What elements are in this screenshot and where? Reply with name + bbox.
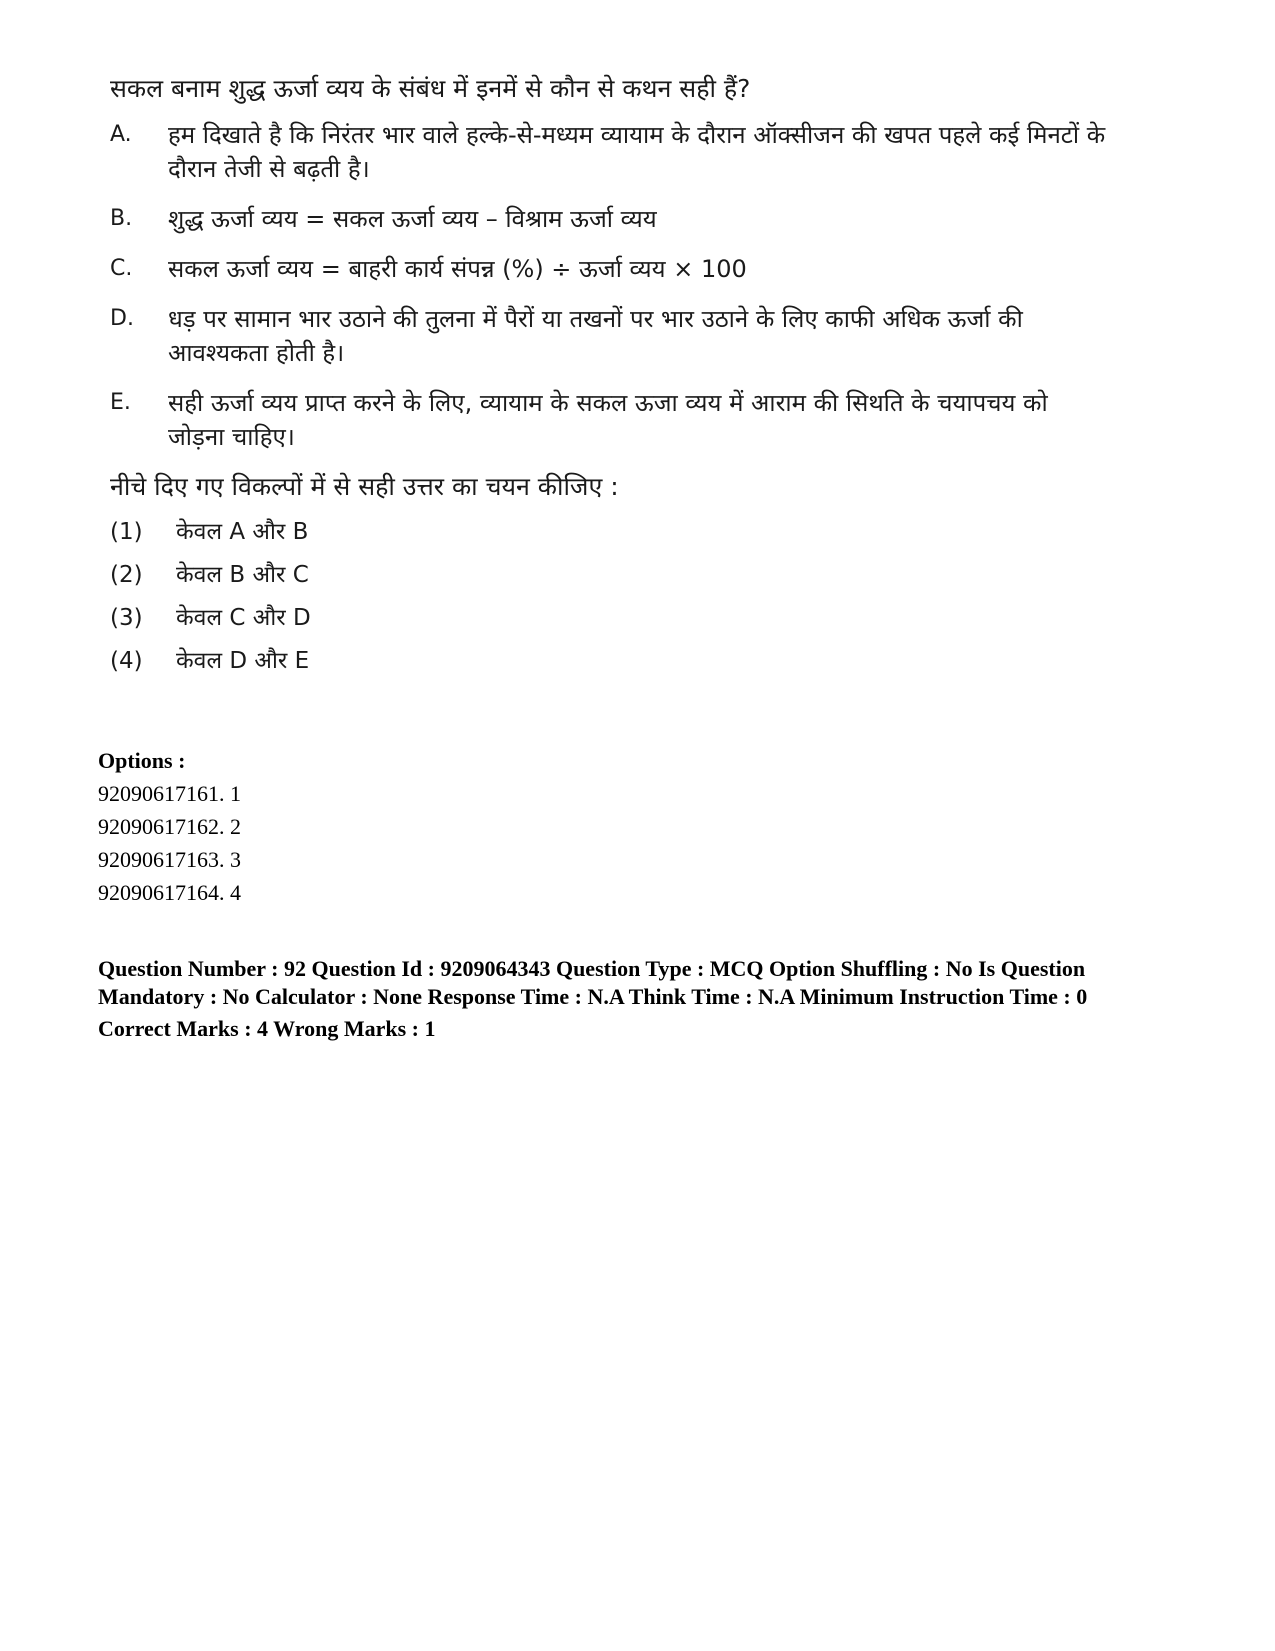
statement-label: E. xyxy=(110,390,131,415)
choice-text: केवल B और C xyxy=(176,562,309,588)
choice-4 xyxy=(110,645,1110,677)
statement-d xyxy=(110,302,1110,370)
next-question-marks: Correct Marks : 4 Wrong Marks : 1 xyxy=(98,1016,436,1041)
statement-text: सकल ऊर्जा व्यय = बाहरी कार्य संपन्न (%) ÷ ऊर्जा व्यय × 100 xyxy=(168,255,747,283)
statement-text: धड़ पर सामान भार उठाने की तुलना में पैरों या तखनों पर भार उठाने के लिए काफी अधिक ऊर्जा की आवश्यकता होती है। xyxy=(168,305,1023,367)
choice-2 xyxy=(110,559,1110,591)
choice-text: केवल D और E xyxy=(176,648,310,674)
statement-b xyxy=(110,202,1110,236)
statement-text: हम दिखाते है कि निरंतर भार वाले हल्के-से-मध्यम व्यायाम के दौरान ऑक्सीजन की खपत पहले कई मिनटों के दौरान तेजी से बढ़ती है। xyxy=(168,121,1106,183)
choice-number: (3) xyxy=(110,605,143,631)
option-item-2: 92090617162. 2 xyxy=(98,814,241,839)
choice-number: (1) xyxy=(110,519,143,545)
statement-e xyxy=(110,386,1110,454)
option-item-3: 92090617163. 3 xyxy=(98,847,241,872)
choice-text: केवल C और D xyxy=(176,605,311,631)
statement-label: C. xyxy=(110,256,133,281)
statement-a xyxy=(110,118,1110,186)
statement-text: सही ऊर्जा व्यय प्राप्त करने के लिए, व्यायाम के सकल ऊजा व्यय में आराम की सिथति के चयापचय को जोड़ना चाहिए। xyxy=(168,389,1048,451)
statement-text: शुद्ध ऊर्जा व्यय = सकल ऊर्जा व्यय – विश्राम ऊर्जा व्यय xyxy=(168,205,657,233)
choice-number: (2) xyxy=(110,562,143,588)
option-item-1: 92090617161. 1 xyxy=(98,781,241,806)
options-heading: Options : xyxy=(98,748,186,773)
statement-c xyxy=(110,252,1110,286)
question-text: सकल बनाम शुद्ध ऊर्जा व्यय के संबंध में इनमें से कौन से कथन सही हैं? xyxy=(110,74,751,103)
question-meta xyxy=(98,745,1098,1043)
option-item-4: 92090617164. 4 xyxy=(98,880,241,905)
choice-1 xyxy=(110,516,1110,548)
choice-text: केवल A और B xyxy=(176,519,309,545)
next-question-info: Question Number : 92 Question Id : 9209064343 Question Type : MCQ Option Shuffling : No Is Question Mandatory : No Calculator : None Response Time : N.A Think Time : N.A Minimum Instruction Time : 0 xyxy=(98,956,1088,1009)
choice-number: (4) xyxy=(110,648,143,674)
statement-label: D. xyxy=(110,306,134,331)
statement-label: B. xyxy=(110,206,133,231)
choice-3 xyxy=(110,602,1110,634)
question-block xyxy=(110,72,1110,688)
answer-instruction: नीचे दिए गए विकल्पों में से सही उत्तर का चयन कीजिए : xyxy=(110,472,619,501)
statement-label: A. xyxy=(110,122,132,147)
